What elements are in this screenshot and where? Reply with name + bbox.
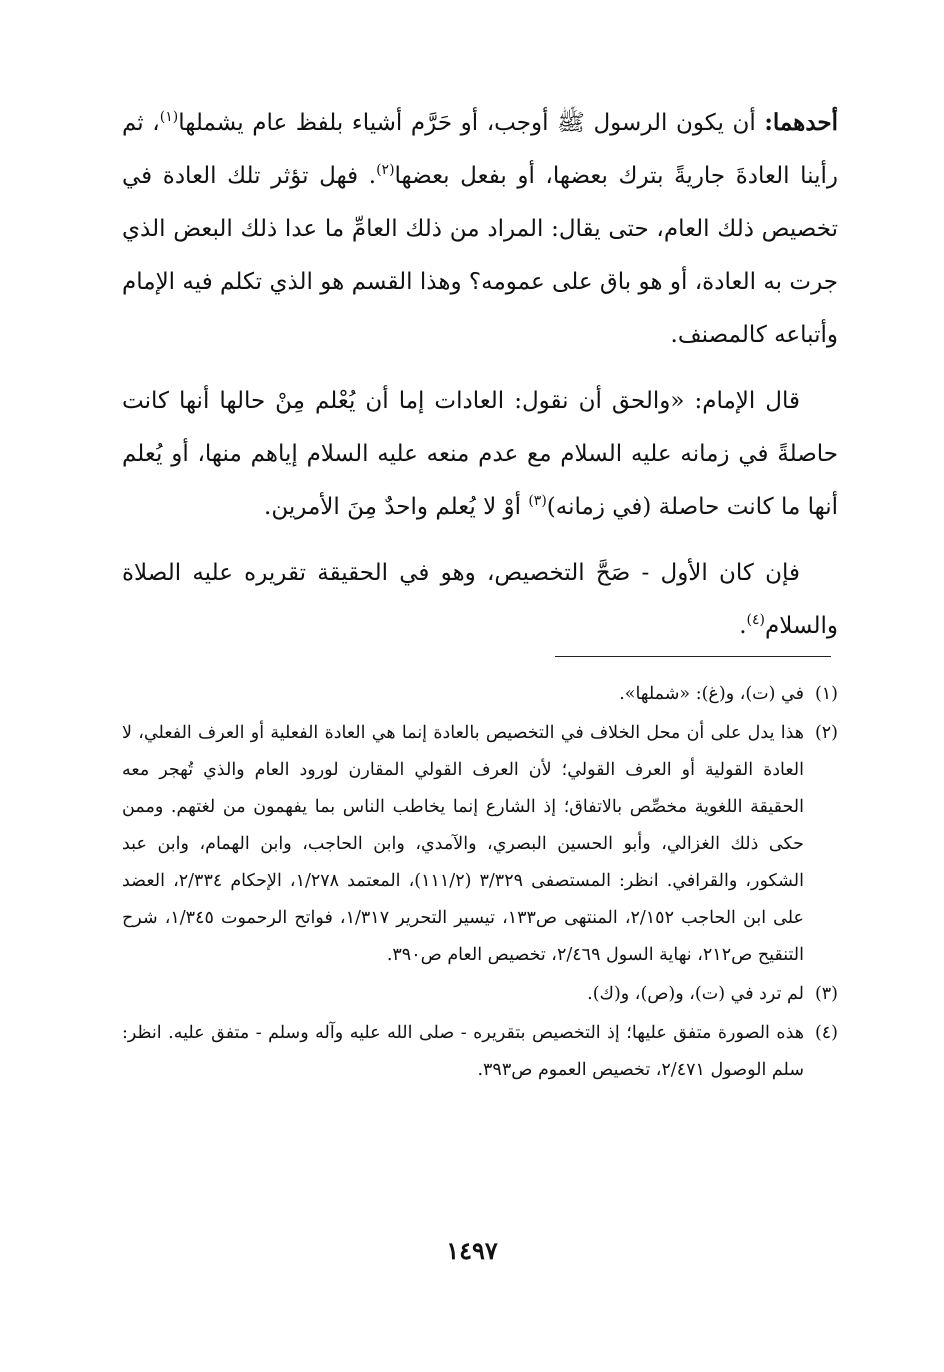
footnote [122, 976, 838, 1013]
footnotes-section [122, 676, 838, 1091]
footnote-number: (١) [814, 684, 838, 704]
paragraph-text: ، ثم رأينا العادةَ جاريةً بترك بعضها، أو بفعل بعضها [122, 110, 838, 189]
footnote-text: في (ت)، و(غ): «شملها». [619, 684, 804, 704]
paragraph-2 [122, 375, 838, 534]
footnote-ref-4: (٤) [746, 612, 765, 628]
footnote-number: (٢) [814, 723, 838, 743]
paragraph-text: أن يكون الرسول ﷺ أوجب، أو حَرَّم أشياء بلفظ عام يشملها [178, 110, 756, 136]
page-number: ١٤٩٧ [446, 1236, 498, 1265]
footnote-ref-2: (٢) [376, 162, 395, 178]
footnote-text: هذه الصورة متفق عليها؛ إذ التخصيص بتقريره - صلى الله عليه وآله وسلم - متفق عليه. انظر: سلم الوصول ٢/٤٧١، تخصيص العموم ص٣٩٣. [122, 1023, 804, 1080]
footnote [122, 676, 838, 713]
footnote-ref-1: (١) [159, 109, 179, 125]
footnote [122, 715, 838, 974]
paragraph-text: . [739, 613, 747, 639]
main-text [122, 96, 838, 666]
footnote-separator [555, 656, 831, 657]
paragraph-1 [122, 96, 838, 362]
paragraph-lead-word: أحدهما: [764, 109, 838, 136]
paragraph-3 [122, 547, 838, 653]
paragraph-text: قال الإمام: «والحق أن نقول: العادات إما أن يُعْلم مِنْ حالها أنها كانت حاصلةً في زمانه عليه السلام مع عدم منعه عليه السلام إياهم منها، أو يُعلم أنها ما كانت حاصلة (في زمانه) [122, 388, 838, 520]
footnote [122, 1015, 838, 1089]
paragraph-text: فإن كان الأول - صَحَّ التخصيص، وهو في الحقيقة تقريره عليه الصلاة والسلام [122, 560, 838, 639]
footnote-number: (٤) [814, 1023, 838, 1043]
footnote-text: هذا يدل على أن محل الخلاف في التخصيص بالعادة إنما هي العادة الفعلية أو العرف الفعلي، لا العادة القولية أو العرف القولي؛ لأن العرف القولي المقارن لورود العام والذي تُهجر معه الحقيقة اللغوية مخصِّص بالاتفاق؛ إذ الشارع إنما يخاطب الناس بما يفهمون من لغتهم. وممن حكى ذلك الغزالي، وأبو الحسين البصري، والآمدي، وابن الحاجب، وابن الهمام، وابن عبد الشكور، والقرافي. انظر: المستصفى ٣/٣٢٩ (١١١/٢)، المعتمد ١/٢٧٨، الإحكام ٢/٣٣٤، العضد على ابن الحاجب ٢/١٥٢، المنتهى ص١٣٣، تيسير التحرير ١/٣١٧، فواتح الرحموت ١/٣٤٥، شرح التنقيح ص٢١٢، نهاية السول ٢/٤٦٩، تخصيص العام ص٣٩٠. [122, 723, 804, 965]
paragraph-text: . فهل تؤثر تلك العادة في تخصيص ذلك العام، حتى يقال: المراد من ذلك العامِّ ما عدا ذلك البعض الذي جرت به العادة، أو هو باق على عمومه؟ وهذا القسم هو الذي تكلم فيه الإمام وأتباعه كالمصنف. [122, 163, 838, 348]
footnote-ref-3: (٣) [528, 493, 547, 509]
paragraph-text: أوْ لا يُعلم واحدٌ مِنَ الأمرين. [264, 494, 529, 520]
footnote-number: (٣) [814, 984, 838, 1004]
footnote-text: لم ترد في (ت)، و(ص)، و(ك). [587, 984, 804, 1004]
